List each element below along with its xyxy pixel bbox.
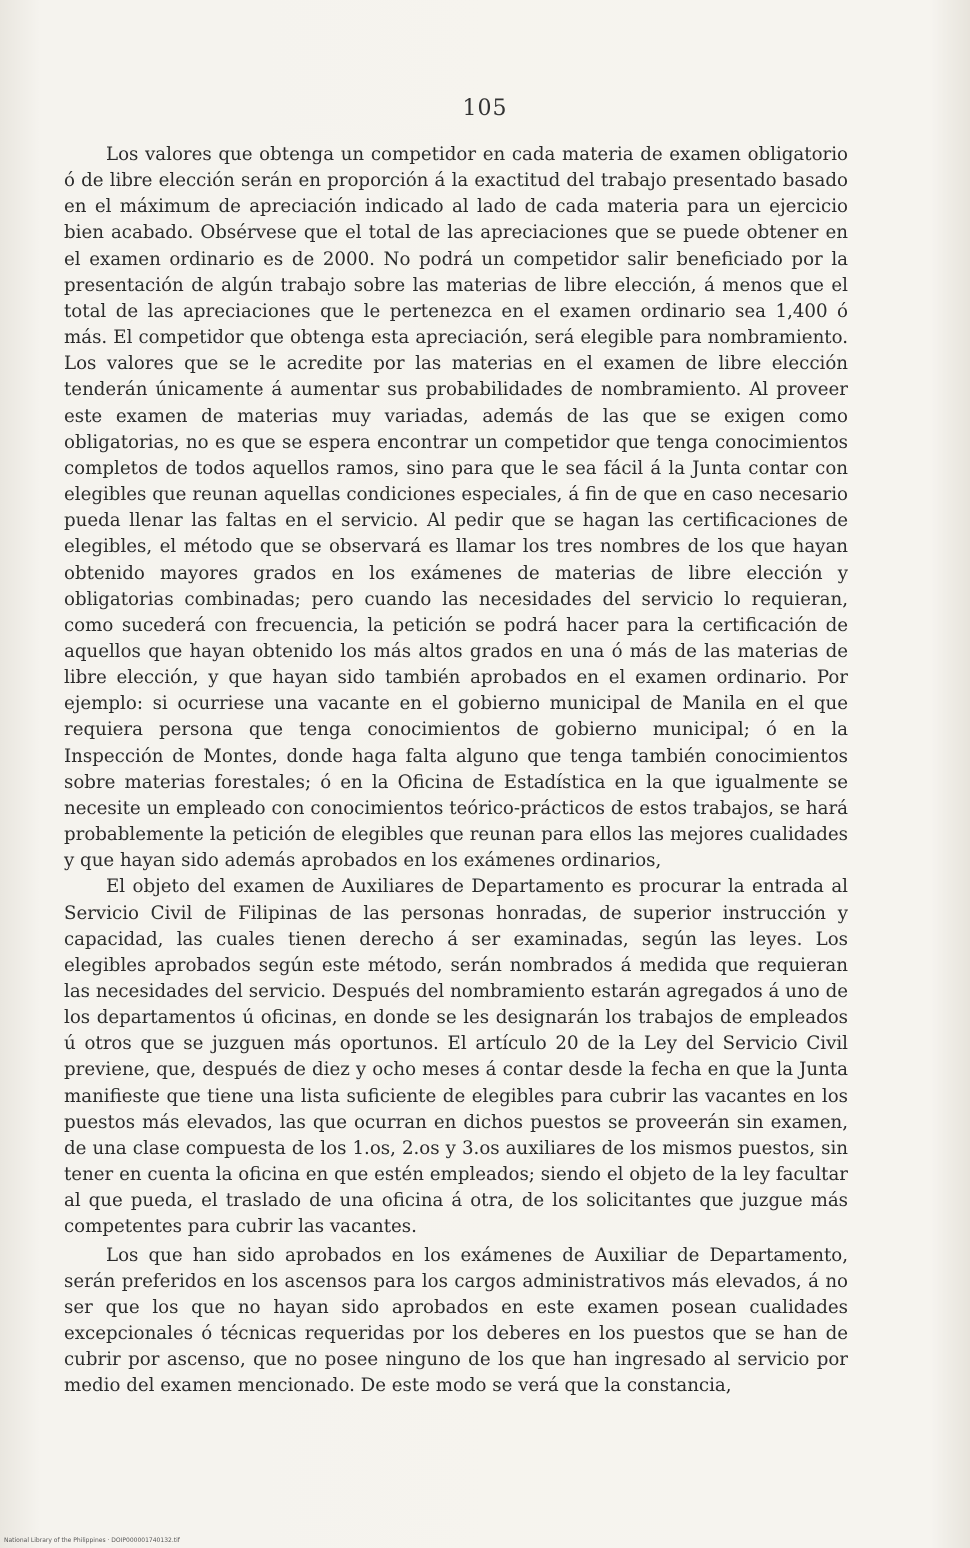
page-number: 105 xyxy=(462,96,508,121)
scan-credit-footer: National Library of the Philippines · DOIP000001740132.tif xyxy=(4,1537,180,1544)
paragraph: Los valores que obtenga un competidor en cada materia de examen obligatorio ó de libre elección serán en proporción á la exactitud del trabajo presentado basado en el máximum de apreciación indicado al lado de cada materia para un ejercicio bien acabado. Obsérvese que el total de las apreciaciones que se puede obtener en el examen ordinario es de 2000. No podrá un competidor salir beneficiado por la presentación de algún trabajo sobre las materias de libre elección, á menos que el total de las apreciaciones que le pertenezca en el examen ordinario sea 1,400 ó más. El competidor que obtenga esta apreciación, será elegible para nombramiento. Los valores que se le acredite por las materias en el examen de libre elección tenderán únicamente á aumentar sus probabilidades de nombramiento. Al proveer este examen de materias muy variadas, además de las que se exigen como obligatorias, no es que se espera encontrar un competidor que tenga conocimientos completos de todos aquellos ramos, sino para que le sea fácil á la Junta contar con elegibles que reunan aquellas condiciones especiales, á fin de que en caso necesario pueda llenar las faltas en el servicio. Al pedir que se hagan las certificaciones de elegibles, el método que se observará es llamar los tres nombres de los que hayan obtenido mayores grados en los exámenes de materias de libre elección y obligatorias combinadas; pero cuando las necesidades del servicio lo requieran, como sucederá con frecuencia, la petición se podrá hacer para la certificación de aquellos que hayan obtenido los más altos grados en una ó más de las materias de libre elección, y que hayan sido también aprobados en el examen ordinario. Por ejemplo: si ocurriese una vacante en el gobierno municipal de Manila en el que requiera persona que tenga conocimientos de gobierno municipal; ó en la Inspección de Montes, donde haga falta alguno que tenga también conocimientos sobre materias forestales; ó en la Oficina de Estadística en la que igualmente se necesite un empleado con conocimientos teórico-prácticos de estos trabajos, se hará probablemente la petición de elegibles que reunan para ellos las mejores cualidades y que hayan sido además aprobados en los exámenes ordinarios, xyxy=(64,144,848,872)
paragraph: El objeto del examen de Auxiliares de Departamento es procurar la entrada al Servicio Civil de Filipinas de las personas honradas, de superior instrucción y capacidad, las cuales tienen derecho á ser examinadas, según las leyes. Los elegibles aprobados según este método, serán nombrados á medida que requieran las necesidades del servicio. Después del nombramiento estarán agregados á uno de los departamentos ú oficinas, en donde se les designarán los trabajos de empleados ú otros que se juzguen más oportunos. El artículo 20 de la Ley del Servicio Civil previene, que, después de diez y ocho meses á contar desde la fecha en que la Junta manifieste que tiene una lista suficiente de elegibles para cubrir las vacantes en los puestos más elevados, las que ocurran en dichos puestos se proveerán sin examen, de una clase compuesta de los 1.os, 2.os y 3.os auxiliares de los mismos puestos, sin tener en cuenta la oficina en que estén empleados; siendo el objeto de la ley facultar al que pueda, el traslado de una oficina á otra, de los solicitantes que juzgue más competentes para cubrir las vacantes. xyxy=(64,876,848,1238)
body-text xyxy=(64,142,848,1400)
paragraph: Los que han sido aprobados en los exámenes de Auxiliar de Departamento, serán preferidos en los ascensos para los cargos administrativos más elevados, á no ser que los que no hayan sido aprobados en este examen posean cualidades excepcionales ó técnicas requeridas por los deberes en los puestos que se han de cubrir por ascenso, que no posee ninguno de los que han ingresado al servicio por medio del examen mencionado. De este modo se verá que la constancia, xyxy=(64,1244,848,1397)
